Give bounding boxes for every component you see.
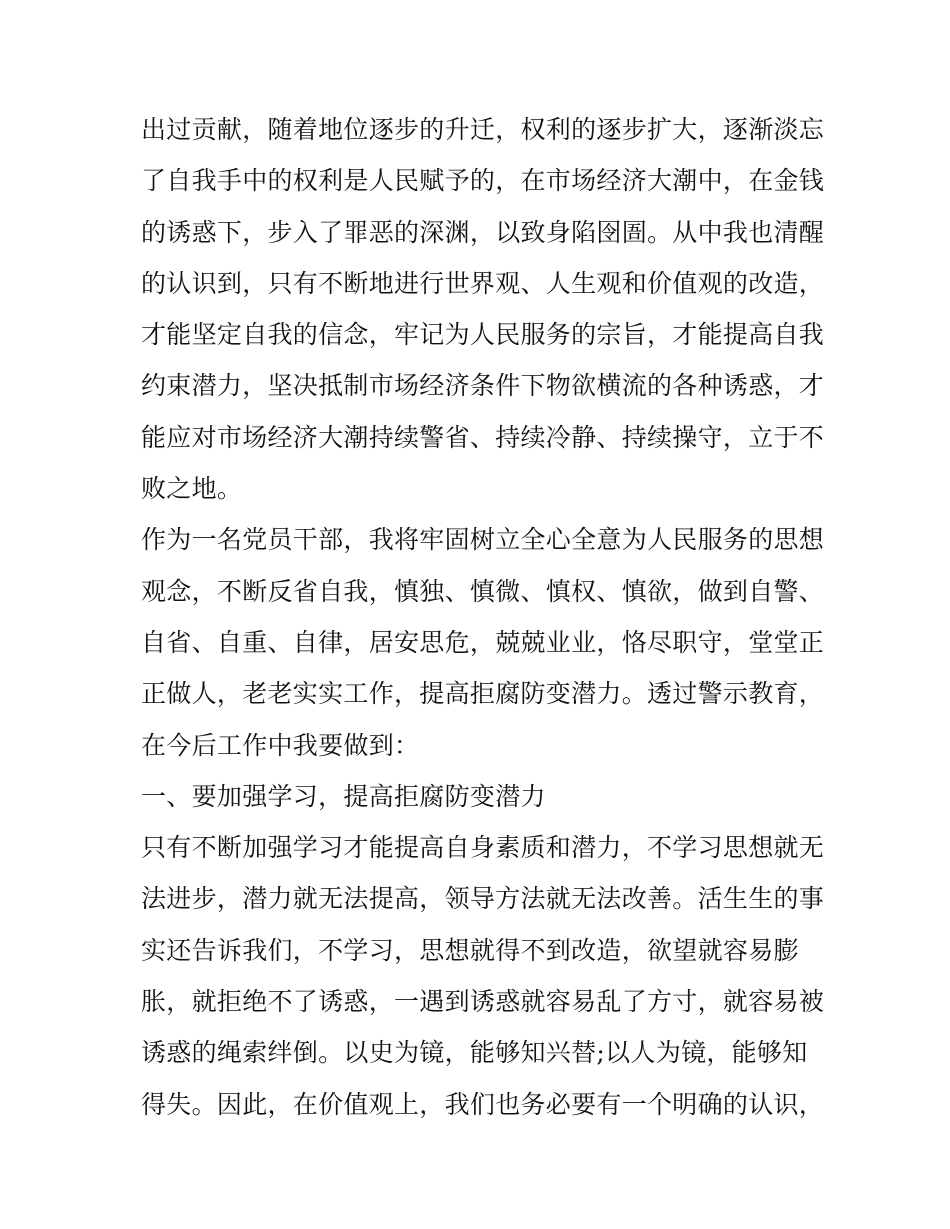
text-line: 的认识到，只有不断地进行世界观、人生观和价值观的改造， bbox=[141, 268, 825, 298]
text-line: 自省、自重、自律，居安思危，兢兢业业，恪尽职守，堂堂正 bbox=[141, 627, 825, 657]
text-line: 在今后工作中我要做到： bbox=[141, 730, 420, 760]
text-line: 作为一名党员干部，我将牢固树立全心全意为人民服务的思想 bbox=[141, 525, 825, 555]
text-line: 法进步，潜力就无法提高，领导方法就无法改善。活生生的事 bbox=[141, 884, 825, 914]
text-line: 正做人，老老实实工作，提高拒腐防变潜力。透过警示教育， bbox=[141, 679, 825, 709]
text-line: 的诱惑下，步入了罪恶的深渊，以致身陷囹圄。从中我也清醒 bbox=[141, 217, 825, 247]
section-heading: 一、要加强学习，提高拒腐防变潜力 bbox=[141, 781, 546, 811]
text-line: 能应对市场经济大潮持续警省、持续冷静、持续操守，立于不 bbox=[141, 422, 825, 452]
text-line: 观念，不断反省自我，慎独、慎微、慎权、慎欲，做到自警、 bbox=[141, 576, 825, 606]
text-line: 约束潜力，坚决抵制市场经济条件下物欲横流的各种诱惑，才 bbox=[141, 371, 825, 401]
text-line: 败之地。 bbox=[141, 474, 243, 504]
text-line: 才能坚定自我的信念，牢记为人民服务的宗旨，才能提高自我 bbox=[141, 320, 825, 350]
text-line: 诱惑的绳索绊倒。以史为镜，能够知兴替;以人为镜，能够知 bbox=[141, 1038, 808, 1068]
text-line: 出过贡献，随着地位逐步的升迁，权利的逐步扩大，逐渐淡忘 bbox=[141, 115, 825, 144]
text-line: 得失。因此，在价值观上，我们也务必要有一个明确的认识， bbox=[141, 1089, 825, 1119]
text-line: 只有不断加强学习才能提高自身素质和潜力，不学习思想就无 bbox=[141, 833, 825, 863]
text-line: 胀，就拒绝不了诱惑，一遇到诱惑就容易乱了方寸，就容易被 bbox=[141, 987, 825, 1017]
text-line: 了自我手中的权利是人民赋予的，在市场经济大潮中，在金钱 bbox=[141, 166, 825, 196]
document-body bbox=[141, 104, 825, 1130]
text-line: 实还告诉我们，不学习，思想就得不到改造，欲望就容易膨 bbox=[141, 935, 799, 965]
